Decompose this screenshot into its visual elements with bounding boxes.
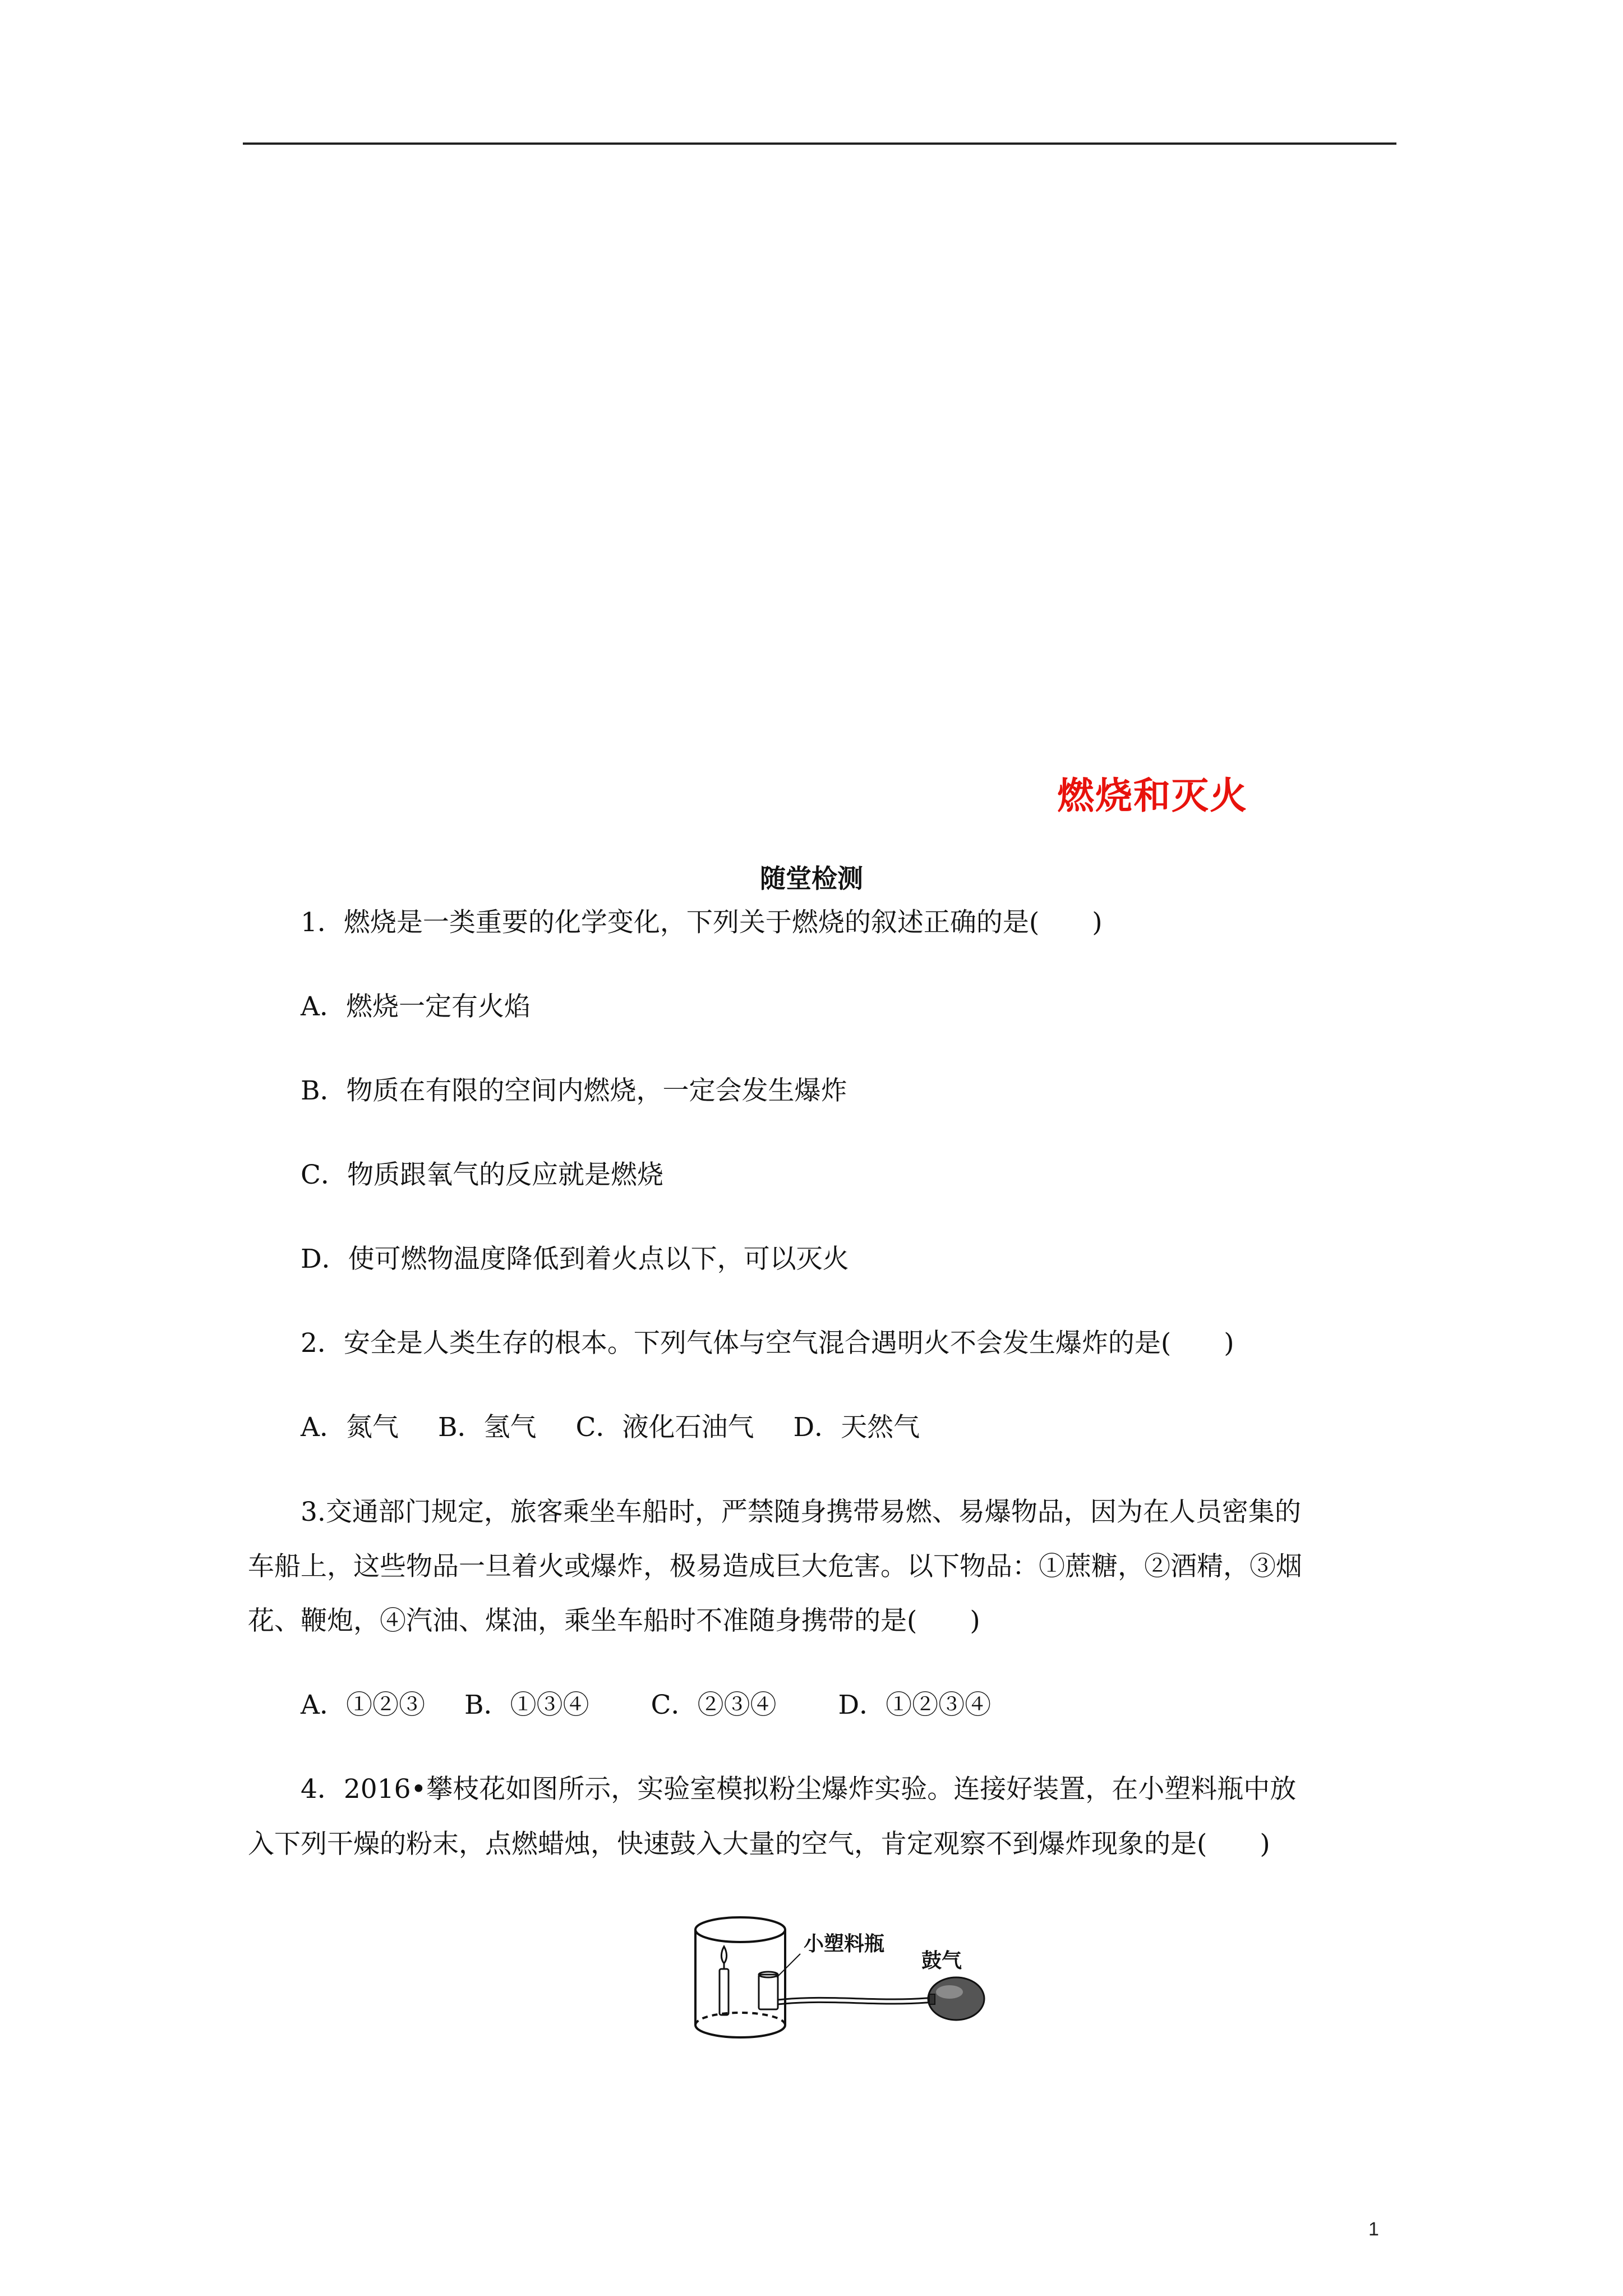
question-1-option-b: B．物质在有限的空间内燃烧，一定会发生爆炸: [301, 1075, 847, 1106]
question-3-option-c: C．②③④: [651, 1690, 777, 1720]
small-plastic-bottle: [759, 1972, 778, 2009]
question-3-stem-line-2: 车船上，这些物品一旦着火或爆炸，极易造成巨大危害。以下物品：①蔗糖，②酒精，③烟: [248, 1551, 1302, 1582]
question-4-stem-line-1: 4．2016•攀枝花如图所示，实验室模拟粉尘爆炸实验。连接好装置，在小塑料瓶中放: [301, 1774, 1297, 1805]
label-air-blow: 鼓气: [921, 1949, 962, 1972]
question-3-stem-line-1: 3.交通部门规定，旅客乘坐车船时，严禁随身携带易燃、易爆物品，因为在人员密集的: [301, 1497, 1301, 1527]
question-1-option-a: A．燃烧一定有火焰: [301, 991, 531, 1022]
document-title: 燃烧和灭火: [1057, 774, 1248, 817]
question-2-option-c: C．液化石油气: [575, 1412, 754, 1443]
label-small-plastic-bottle: 小塑料瓶: [804, 1932, 885, 1955]
question-2-option-d: D．天然气: [793, 1412, 920, 1443]
question-3-options: [301, 1688, 991, 1722]
section-title: 随堂检测: [760, 863, 863, 894]
question-2-stem: 2．安全是人类生存的根本。下列气体与空气混合遇明火不会发生爆炸的是( ): [301, 1328, 1234, 1359]
rubber-bulb: [928, 1977, 984, 2020]
question-2-option-b: B．氢气: [437, 1412, 537, 1443]
question-3-stem-line-3: 花、鞭炮，④汽油、煤油，乘坐车船时不准随身携带的是( ): [248, 1605, 980, 1636]
question-1-stem: 1．燃烧是一类重要的化学变化，下列关于燃烧的叙述正确的是( ): [301, 907, 1103, 938]
question-2-options: [301, 1411, 920, 1444]
question-1-option-c: C．物质跟氧气的反应就是燃烧: [301, 1159, 663, 1190]
air-tube: [778, 1998, 934, 2004]
dust-explosion-apparatus-figure: [693, 1910, 1007, 2056]
question-3-option-d: D．①②③④: [838, 1690, 992, 1720]
question-3-option-b: B．①③④: [464, 1690, 589, 1720]
question-1-option-d: D．使可燃物温度降低到着火点以下，可以灭火: [301, 1244, 849, 1274]
header-rule: [243, 142, 1396, 145]
page-number: 1: [1368, 2219, 1379, 2240]
question-4-stem-line-2: 入下列干燥的粉末，点燃蜡烛，快速鼓入大量的空气，肯定观察不到爆炸现象的是( ): [248, 1829, 1270, 1860]
question-2-option-a: A．氮气: [301, 1412, 399, 1443]
candle: [720, 1947, 728, 2015]
question-3-option-a: A．①②③: [301, 1690, 425, 1720]
